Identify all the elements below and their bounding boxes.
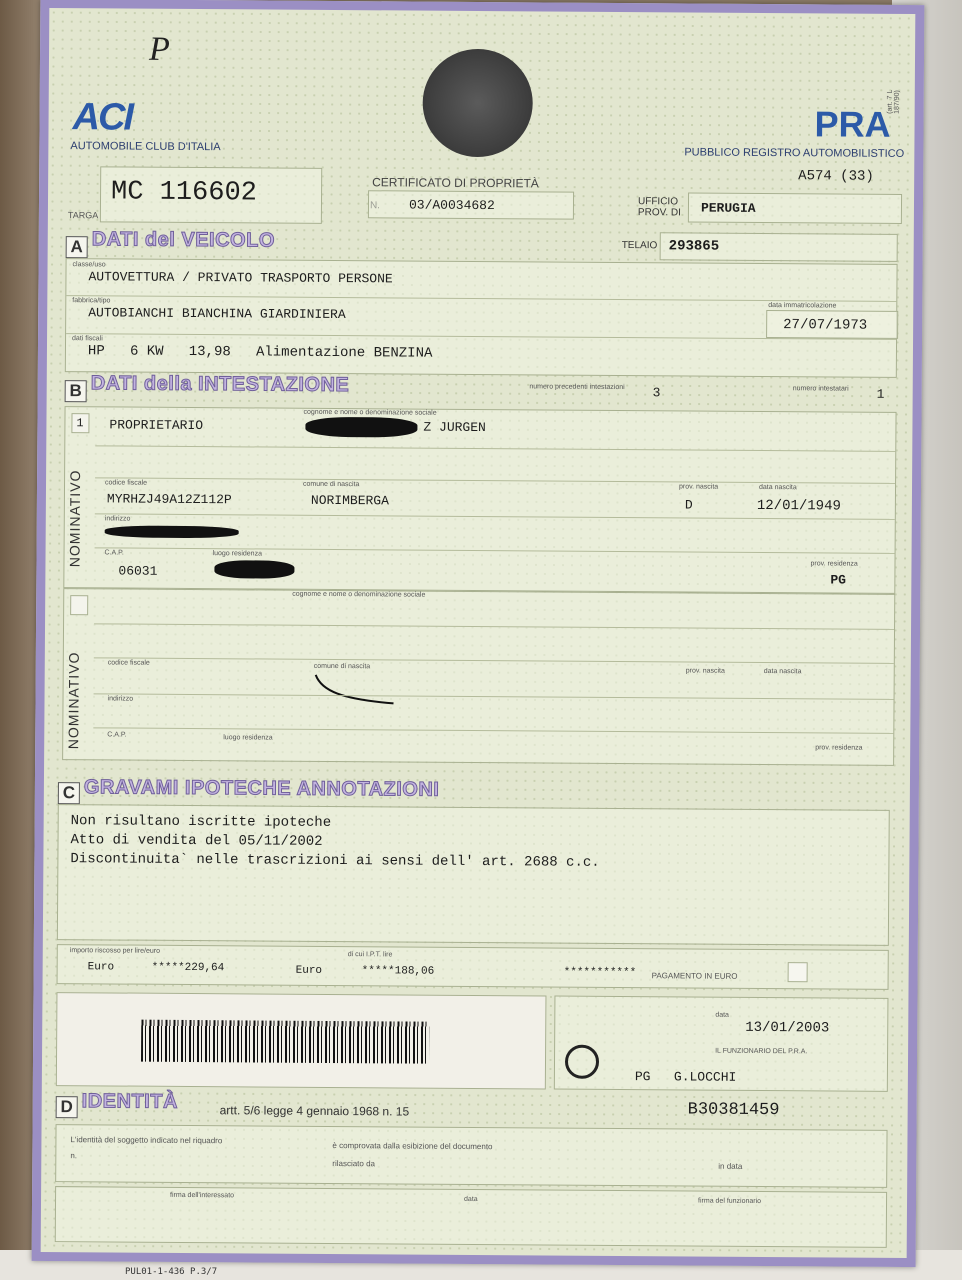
comune-label-2: comune di nascita	[313, 662, 371, 671]
telaio-label: TELAIO	[621, 239, 658, 252]
section-d-law: artt. 5/6 legge 4 gennaio 1968 n. 15	[219, 1103, 410, 1119]
pay-data-value: 13/01/2003	[745, 1019, 830, 1037]
currency-1: Euro	[87, 961, 115, 974]
luogo-label-2: luogo residenza	[223, 734, 273, 742]
code-right: A574 (33)	[798, 168, 874, 185]
fabbrica-label: fabbrica/tipo	[72, 297, 111, 305]
stars-field: ***********	[563, 966, 637, 980]
redaction-name	[305, 417, 417, 438]
section-a-box	[65, 258, 898, 378]
ufficio-value: PERUGIA	[700, 200, 756, 216]
ufficio-label: UFFICIO PROV. DI	[637, 196, 681, 219]
section-c-letter: C	[58, 782, 80, 804]
cognome-label-2: cognome e nome o denominazione sociale	[292, 590, 426, 599]
aci-name: AUTOMOBILE CLUB D'ITALIA	[70, 140, 221, 154]
comune-value: NORIMBERGA	[310, 492, 389, 509]
currency-2: Euro	[295, 964, 323, 977]
footer-code: PUL01-1-436 P.3/7	[125, 1267, 218, 1277]
funzionario-value: PG G.LOCCHI	[634, 1069, 737, 1085]
barcode-box	[56, 992, 547, 1089]
signature-box	[55, 1186, 887, 1248]
data-nascita-label-2: data nascita	[763, 667, 802, 676]
section-c-box	[57, 804, 890, 946]
official-emblem	[565, 1045, 599, 1079]
luogo-label: luogo residenza	[212, 550, 263, 558]
annotation-line-3: Discontinuita` nelle trascrizioni ai sensi dell' art. 2688 c.c.	[70, 851, 600, 871]
stamp-seal	[422, 49, 533, 158]
classe-value: AUTOVETTURA / PRIVATO TRASPORTO PERSONE	[88, 269, 393, 287]
data-nascita-label: data nascita	[758, 483, 797, 492]
aci-logo: ACI	[72, 96, 133, 139]
comune-label: comune di nascita	[303, 480, 360, 489]
cap-label: C.A.P.	[104, 549, 124, 557]
cap-label-2: C.A.P.	[107, 731, 127, 739]
data-imm-box	[766, 310, 898, 339]
telaio-value: 293865	[668, 238, 720, 255]
dati-fiscali-label: dati fiscali	[72, 335, 103, 343]
ipt-value: *****188,06	[361, 965, 435, 978]
row-divider	[95, 445, 895, 452]
firma-interessato-label: firma dell'interessato	[170, 1191, 235, 1200]
fabbrica-value: AUTOBIANCHI BIANCHINA GIARDINIERA	[88, 305, 346, 323]
row-divider	[93, 727, 893, 734]
cf-label: codice fiscale	[105, 479, 148, 487]
pagamento-label: PAGAMENTO IN EURO	[651, 971, 738, 981]
in-data-label: in data	[718, 1161, 743, 1171]
vertical-code: (art. 7 L 187/90)	[886, 89, 901, 114]
prov-nascita-label-2: prov. nascita	[685, 667, 725, 675]
pay-data-label: data	[715, 1011, 729, 1019]
prov-res-value: PG	[830, 572, 847, 588]
funzionario-label: IL FUNZIONARIO DEL P.R.A.	[715, 1047, 808, 1056]
certificate	[32, 0, 925, 1267]
data-imm-value: 27/07/1973	[783, 317, 868, 334]
targa-value: MC 116602	[110, 177, 257, 209]
pagamento-checkbox	[788, 962, 808, 982]
targa-label: TARGA	[67, 210, 99, 221]
section-d-code: B30381459	[687, 1100, 780, 1121]
dati-fiscali-value: HP 6 KW 13,98 Alimentazione BENZINA	[87, 343, 433, 362]
payment-box	[57, 944, 889, 990]
prov-res-label: prov. residenza	[810, 560, 858, 568]
importo-label: importo riscosso per lire/euro	[69, 947, 161, 955]
cf-label-2: codice fiscale	[107, 659, 150, 667]
targa-box	[100, 166, 322, 224]
rilasciato-label: rilasciato da	[332, 1158, 376, 1169]
indirizzo-label-2: indirizzo	[107, 695, 134, 703]
redaction-address	[105, 525, 239, 538]
cert-number-box	[368, 190, 574, 219]
prov-nascita-value: D	[684, 497, 693, 513]
section-d-box	[55, 1124, 887, 1188]
identity-n-label: n.	[70, 1151, 78, 1161]
data-imm-label: data immatricolazione	[768, 302, 837, 310]
cf-value: MYRHZJ49A12Z112P	[106, 491, 232, 508]
cap-value: 06031	[118, 563, 158, 579]
prov-res-label-2: prov. residenza	[815, 744, 863, 752]
section-a-title: DATI del VEICOLO	[91, 228, 276, 252]
telaio-box	[660, 232, 898, 262]
cert-title: CERTIFICATO DI PROPRIETÀ	[372, 175, 539, 191]
section-c-title: GRAVAMI IPOTECHE ANNOTAZIONI	[83, 776, 440, 801]
pra-logo: PRA	[814, 103, 891, 145]
intest-value: 1	[876, 386, 885, 402]
identity-text-1: L'identità del soggetto indicato nel riquadro	[70, 1135, 223, 1146]
section-b-title: DATI della INTESTAZIONE	[90, 372, 350, 397]
owner-block-1	[63, 406, 896, 594]
row-divider	[66, 295, 896, 305]
cognome-label: cognome e nome o denominazione sociale	[303, 408, 437, 417]
annotation-line-2: Atto di vendita del 05/11/2002	[70, 832, 323, 850]
owner-number-box-empty	[70, 595, 88, 615]
row-divider	[95, 513, 895, 523]
firma-funzionario-label: firma del funzionario	[698, 1197, 762, 1205]
nominativo-label-1: NOMINATIVO	[66, 469, 84, 568]
section-a-letter: A	[66, 236, 88, 258]
owner-role: PROPRIETARIO	[109, 417, 204, 434]
owner-block-2	[62, 588, 895, 766]
ipt-label: di cui I.P.T. lire	[347, 951, 393, 959]
pra-name: PUBBLICO REGISTRO AUTOMOBILISTICO	[684, 146, 905, 160]
section-d-letter: D	[56, 1096, 78, 1118]
nominativo-label-2: NOMINATIVO	[65, 651, 82, 750]
barcode	[141, 1020, 429, 1064]
handwritten-stroke	[311, 669, 401, 710]
prec-label: numero precedenti intestazioni	[529, 383, 625, 392]
firma-data-label: data	[464, 1195, 478, 1204]
stamp-box	[554, 996, 889, 1092]
row-divider	[94, 693, 894, 703]
data-nascita-value: 12/01/1949	[756, 497, 841, 515]
owner-name: Z JURGEN	[423, 419, 486, 436]
prov-nascita-label: prov. nascita	[679, 483, 719, 491]
intest-label: numero intestatari	[792, 385, 849, 393]
classe-label: classe/uso	[72, 261, 106, 269]
identity-text-2: è comprovata dalla esibizione del documento	[332, 1140, 493, 1152]
row-divider	[94, 623, 894, 630]
handwritten-mark: P	[148, 30, 170, 68]
owner-number-box	[71, 413, 89, 433]
cert-number: 03/A0034682	[408, 197, 495, 214]
ufficio-box	[688, 192, 902, 223]
indirizzo-label: indirizzo	[104, 515, 131, 523]
annotation-line-1: Non risultano iscritte ipoteche	[70, 813, 332, 831]
section-d-title: IDENTITÀ	[81, 1090, 179, 1113]
redaction-residence	[214, 560, 294, 579]
importo-value: *****229,64	[151, 961, 225, 975]
section-b-letter: B	[65, 380, 87, 402]
prec-value: 3	[652, 385, 661, 401]
owner-number: 1	[76, 416, 84, 431]
